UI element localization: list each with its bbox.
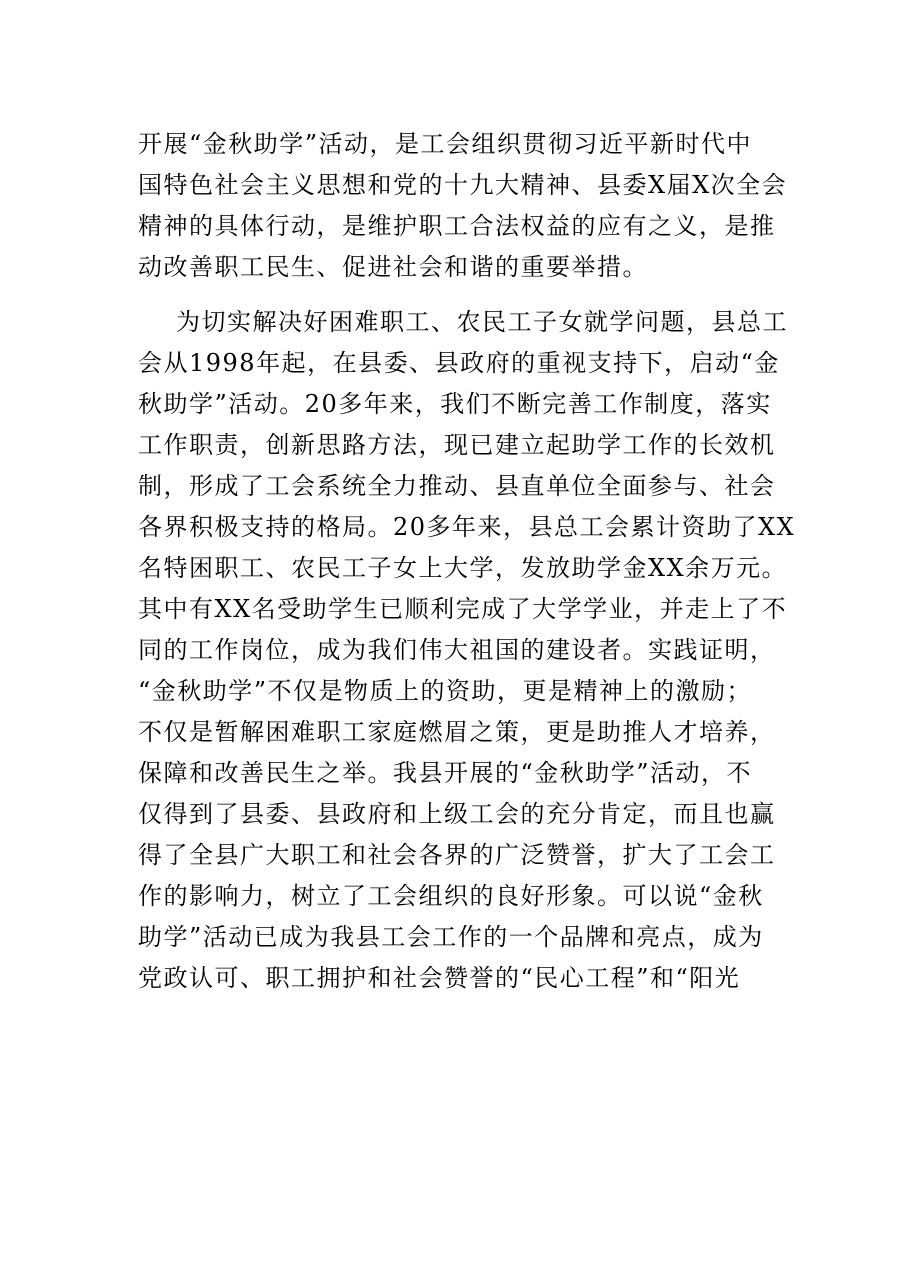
text-line: 作的影响力，树立了工会组织的良好形象。可以说“金秋 [138, 882, 764, 910]
text-line: 制，形成了工会系统全力推动、县直单位全面参与、社会 [138, 472, 776, 500]
text-line: 助学”活动已成为我县工会工作的一个品牌和亮点，成为 [138, 923, 764, 951]
text-line: 其中有XX名受助学生已顺利完成了大学学业，并走上了不 [138, 595, 788, 623]
paragraph [138, 302, 796, 999]
text-line: 为切实解决好困难职工、农民工子女就学问题，县总工 [176, 308, 788, 336]
text-line: 秋助学”活动。20多年来，我们不断完善工作制度，落实 [138, 390, 772, 418]
text-line: 得了全县广大职工和社会各界的广泛赞誉，扩大了工会工 [138, 841, 776, 869]
text-line: 国特色社会主义思想和党的十九大精神、县委X届X次全会 [138, 171, 788, 199]
text-line: “金秋助学”不仅是物质上的资助，更是精神上的激励； [138, 677, 753, 705]
text-line: 名特困职工、农民工子女上大学，发放助学金XX余万元。 [138, 554, 788, 582]
text-line: 不仅是暂解困难职工家庭燃眉之策，更是助推人才培养， [138, 718, 776, 746]
paragraph [138, 124, 788, 288]
document-body [138, 124, 796, 999]
paragraph-spacing [138, 288, 778, 302]
text-line: 保障和改善民生之举。我县开展的“金秋助学”活动，不 [138, 759, 753, 787]
text-line: 精神的具体行动，是维护职工合法权益的应有之义，是推 [138, 212, 776, 240]
text-line: 仅得到了县委、县政府和上级工会的充分肯定，而且也赢 [138, 800, 776, 828]
text-line: 开展“金秋助学”活动，是工会组织贯彻习近平新时代中 [138, 130, 753, 158]
text-line: 各界积极支持的格局。20多年来，县总工会累计资助了XX [138, 513, 796, 541]
text-line: 动改善职工民生、促进社会和谐的重要举措。 [138, 253, 648, 281]
text-line: 会从1998年起，在县委、县政府的重视支持下，启动“金 [138, 349, 780, 377]
text-line: 工作职责，创新思路方法，现已建立起助学工作的长效机 [138, 431, 776, 459]
text-line: 党政认可、职工拥护和社会赞誉的“民心工程”和“阳光 [138, 964, 741, 992]
text-line: 同的工作岗位，成为我们伟大祖国的建设者。实践证明， [138, 636, 776, 664]
